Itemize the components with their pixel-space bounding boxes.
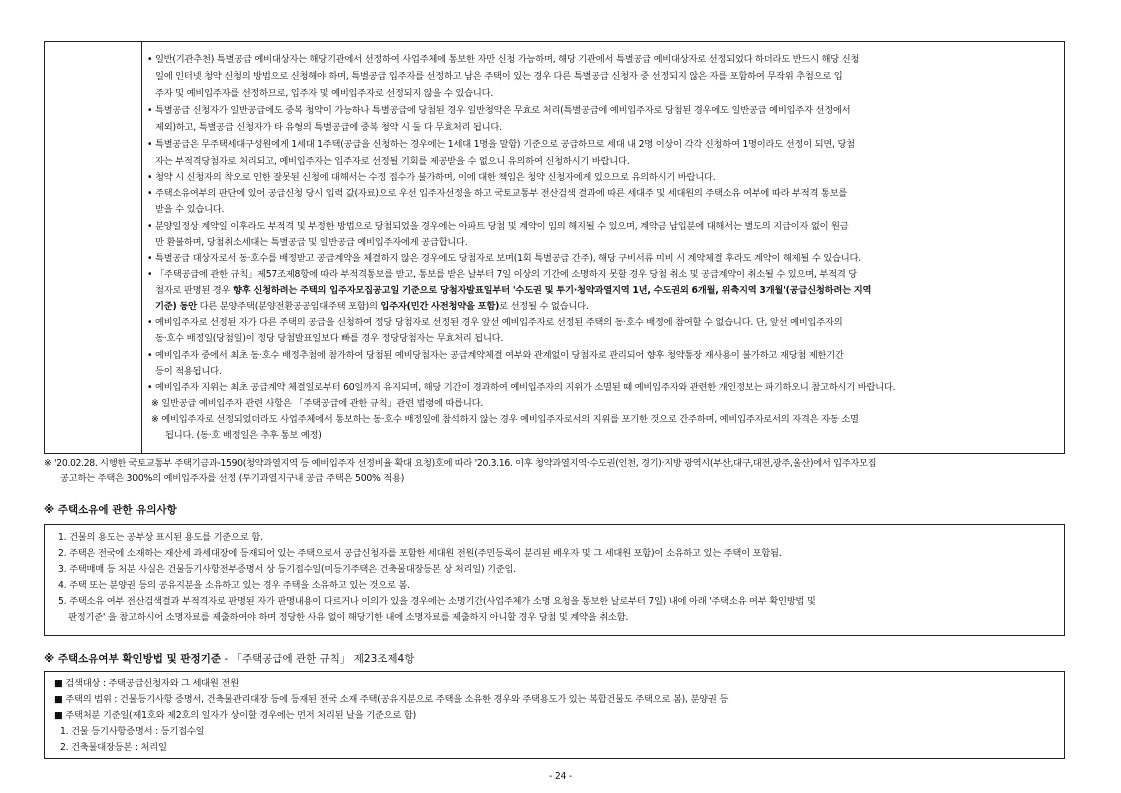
criteria-item: ■ 주택의 범위 : 건물등기사항 증명서, 건축물관리대장 등에 등재된 전국 소재 주택(공유지분으로 주택을 소유한 경우와 주택용도가 있는 복합건물도 주택으로 봄), 분양권 등 bbox=[54, 694, 729, 705]
housing-note-item: 4. 주택 또는 분양권 등의 공유지분을 소유하고 있는 경우 주택을 소유하고 있는 것으로 봄. bbox=[58, 580, 410, 591]
housing-note-item: 판정기준' 을 참고하시어 소명자료를 제출하여야 하며 정당한 사유 없이 해당기한 내에 소명자료를 제출하지 아니할 경우 당첨 및 계약을 취소함. bbox=[68, 612, 629, 623]
notice-line: ※ 일반공급 예비입주자 관련 사항은 「주택공급에 관한 규칙」관련 법령에 따릅니다. bbox=[151, 398, 484, 409]
notice-line: • 특별공급 신청자가 일반공급에도 중복 청약이 가능하나 특별공급에 당첨된 경우 일반청약은 무효로 처리(특별공급에 예비입주자로 당첨된 경우에도 일반공급 예비입주자 선정에서 bbox=[147, 105, 851, 116]
notice-bold-text: 향후 신청하려는 주택의 입주자모집공고일 기준으로 당첨자발표일부터 '수도권 및 투기·청약과열지역 1년, 수도권외 6개월, 위축지역 3개월'(공급신청하려는 지역 bbox=[232, 285, 872, 296]
notice-line: 일에 인터넷 청약 신청의 방법으로 신청해야 하며, 특별공급 입주자를 선정하고 남은 주택이 있는 경우 다른 특별공급 신청자 중 선정되지 않은 자를 포함하여 무작위 추첨으로 입 bbox=[155, 71, 843, 82]
notice-bold-text: 입주자(민간 사전청약을 포함) bbox=[380, 301, 500, 312]
criteria-heading-title: ※ 주택소유여부 확인방법 및 판정기준 bbox=[44, 653, 221, 665]
notice-bold-text: 기준) 동안 bbox=[155, 301, 197, 312]
criteria-heading-reference: - 「주택공급에 관한 규칙」 제23조제4항 bbox=[220, 653, 415, 665]
notice-line: • 예비입주자 지위는 최초 공급계약 체결일로부터 60일까지 유지되며, 해당 기간이 경과하여 예비입주자의 지위가 소멸된 때 예비입주자와 관련한 개인정보는 파기하오니 참고하시기 바랍니다. bbox=[147, 382, 896, 393]
notice-text: 첨자로 판명된 경우 bbox=[155, 285, 233, 296]
notice-line: • 분양일정상 계약일 이후라도 부적격 및 부정한 방법으로 당첨되었을 경우에는 아파트 당첨 및 계약이 임의 해지될 수 있으며, 계약금 납입분에 대해서는 별도의 지급이자 없이 원금 bbox=[147, 221, 849, 232]
notice-line: • 예비입주자 중에서 최초 동·호수 배정추첨에 참가하여 당첨된 예비당첨자는 공급계약체결 여부와 관계없이 당첨자로 관리되어 향후 청약통장 재사용이 불가하고 재당첨 제한기간 bbox=[147, 350, 844, 361]
notice-table-divider bbox=[141, 41, 142, 454]
criteria-item: 1. 건물 등기사항증명서 : 등기접수일 bbox=[60, 726, 205, 737]
notice-line: • 예비입주자로 선정된 자가 다른 주택의 공급을 신청하여 정당 당첨자로 선정된 경우 앞선 예비입주자로 선정된 주택의 동·호수 배정에 참여할 수 없습니다. 단, 앞선 예비입주자의 bbox=[147, 317, 843, 328]
notice-line: 자는 부적격당첨자로 처리되고, 예비입주자는 입주자로 선정될 기회를 제공받을 수 없으니 유의하여 신청하시기 바랍니다. bbox=[155, 156, 630, 167]
notice-line: • 특별공급은 무주택세대구성원에게 1세대 1주택(공급을 신청하는 경우에는 1세대 1명을 말함) 기준으로 공급하므로 세대 내 2명 이상이 각각 신청하여 1명이라도 선정이 되면, 당첨 bbox=[147, 139, 855, 150]
notice-line: 등이 적용됩니다. bbox=[155, 366, 222, 377]
notice-line: 주자 및 예비입주자를 선정하므로, 입주자 및 예비입주자로 선정되지 않을 수 있습니다. bbox=[155, 88, 494, 99]
notice-line: 제외)하고, 특별공급 신청자가 타 유형의 특별공급에 중복 청약 시 둘 다 무효처리 됩니다. bbox=[155, 122, 502, 133]
footnote-line: ※ '20.02.28. 시행한 국토교통부 주택기금과-1590(청약과열지역 등 예비입주자 선정비율 확대 요청)호에 따라 '20.3.16. 이후 청약과열지역·수도권(인천, 경기)·지방 광역시(부산,대구,대전,광주,울산)에서 입주자모집 bbox=[44, 458, 877, 469]
notice-line: • 청약 시 신청자의 착오로 인한 잘못된 신청에 대해서는 수정 접수가 불가하며, 이에 대한 책임은 청약 신청자에게 있으므로 유의하시기 바랍니다. bbox=[147, 172, 716, 183]
criteria-item: 2. 건축물대장등본 : 처리일 bbox=[60, 742, 167, 753]
notice-line: 동·호수 배정일(당첨일)이 정당 당첨발표일보다 빠를 경우 정당당첨자는 무효처리 됩니다. bbox=[155, 333, 504, 344]
housing-note-item: 2. 주택은 전국에 소재하는 재산세 과세대장에 등재되어 있는 주택으로서 공급신청자를 포함한 세대원 전원(주민등록이 분리된 배우자 및 그 세대원 포함)이 소유하고 있는 주택이 포함됨. bbox=[58, 548, 782, 559]
notice-text: 로 선정될 수 없습니다. bbox=[499, 301, 589, 312]
notice-line: • 주택소유여부의 판단에 있어 공급신청 당시 입력 값(자료)으로 우선 입주자선정을 하고 국토교통부 전산검색 결과에 따른 세대주 및 세대원의 주택소유 여부에 따라 부적격 통보를 bbox=[147, 188, 848, 199]
criteria-item: ■ 검색대상 : 주택공급신청자와 그 세대원 전원 bbox=[54, 678, 239, 689]
housing-note-item: 3. 주택매매 등 처분 사실은 건물등기사항전부증명서 상 등기접수일(미등기주택은 건축물대장등본 상 처리일) 기준임. bbox=[58, 564, 516, 575]
notice-line: • 일반(기관추천) 특별공급 예비대상자는 해당기관에서 선정하여 사업주체에 통보한 자만 신청 가능하며, 해당 기관에서 특별공급 예비대상자로 선정되었다 하더라도 반드시 해당 신청 bbox=[147, 54, 860, 65]
footnote-line: 공고하는 주택은 300%의 예비입주자를 선정 (투기과열지구내 공급 주택은 500% 적용) bbox=[60, 473, 405, 484]
housing-note-item: 1. 건물의 용도는 공부상 표시된 용도를 기준으로 함. bbox=[58, 532, 263, 543]
housing-note-item: 5. 주택소유 여부 전산검색결과 부적격자로 판명된 자가 판명내용이 다르거나 이의가 있을 경우에는 소명기간(사업주체가 소명 요청을 통보한 날로부터 7일) 내에 아래 '주택소유 여부 확인방법 및 bbox=[58, 596, 816, 607]
notice-line: 받을 수 있습니다. bbox=[155, 204, 225, 215]
criteria-item: ■ 주택처분 기준일(제1호와 제2호의 일자가 상이할 경우에는 먼저 처리된 날을 기준으로 함) bbox=[54, 710, 416, 721]
notice-text: 다른 분양주택(분양전환공공임대주택 포함)의 bbox=[196, 301, 381, 312]
notice-bold-line-2 bbox=[155, 300, 589, 313]
notice-line: • 「주택공급에 관한 규칙」제57조제8항에 따라 부적격통보를 받고, 통보를 받은 날부터 7일 이상의 기간에 소명하지 못할 경우 당첨 취소 및 공급계약이 취소될 수 있으며, 부적격 당 bbox=[147, 269, 858, 280]
notice-line: 만 환불하며, 당첨취소세대는 특별공급 및 일반공급 예비입주자에게 공급합니다. bbox=[155, 237, 468, 248]
housing-section-heading: ※ 주택소유에 관한 유의사항 bbox=[44, 504, 177, 516]
criteria-section-heading bbox=[44, 652, 414, 666]
notice-line: • 특별공급 대상자로서 동·호수를 배정받고 공급계약을 체결하지 않은 경우에도 당첨자로 보며(1회 특별공급 간주), 해당 구비서류 미비 시 계약체결 후라도 계약이 해제될 수 있습니다. bbox=[147, 253, 861, 264]
notice-bold-line bbox=[155, 284, 871, 297]
notice-line: 됩니다. (동·호 배정일은 추후 통보 예정) bbox=[165, 430, 322, 441]
page-number: - 24 - bbox=[549, 771, 572, 782]
notice-line: ※ 예비입주자로 선정되었더라도 사업주체에서 통보하는 동·호수 배정일에 참석하지 않는 경우 예비입주자로서의 지위를 포기한 것으로 간주하며, 예비입주자로서의 자격은 자동 소멸 bbox=[151, 414, 859, 425]
